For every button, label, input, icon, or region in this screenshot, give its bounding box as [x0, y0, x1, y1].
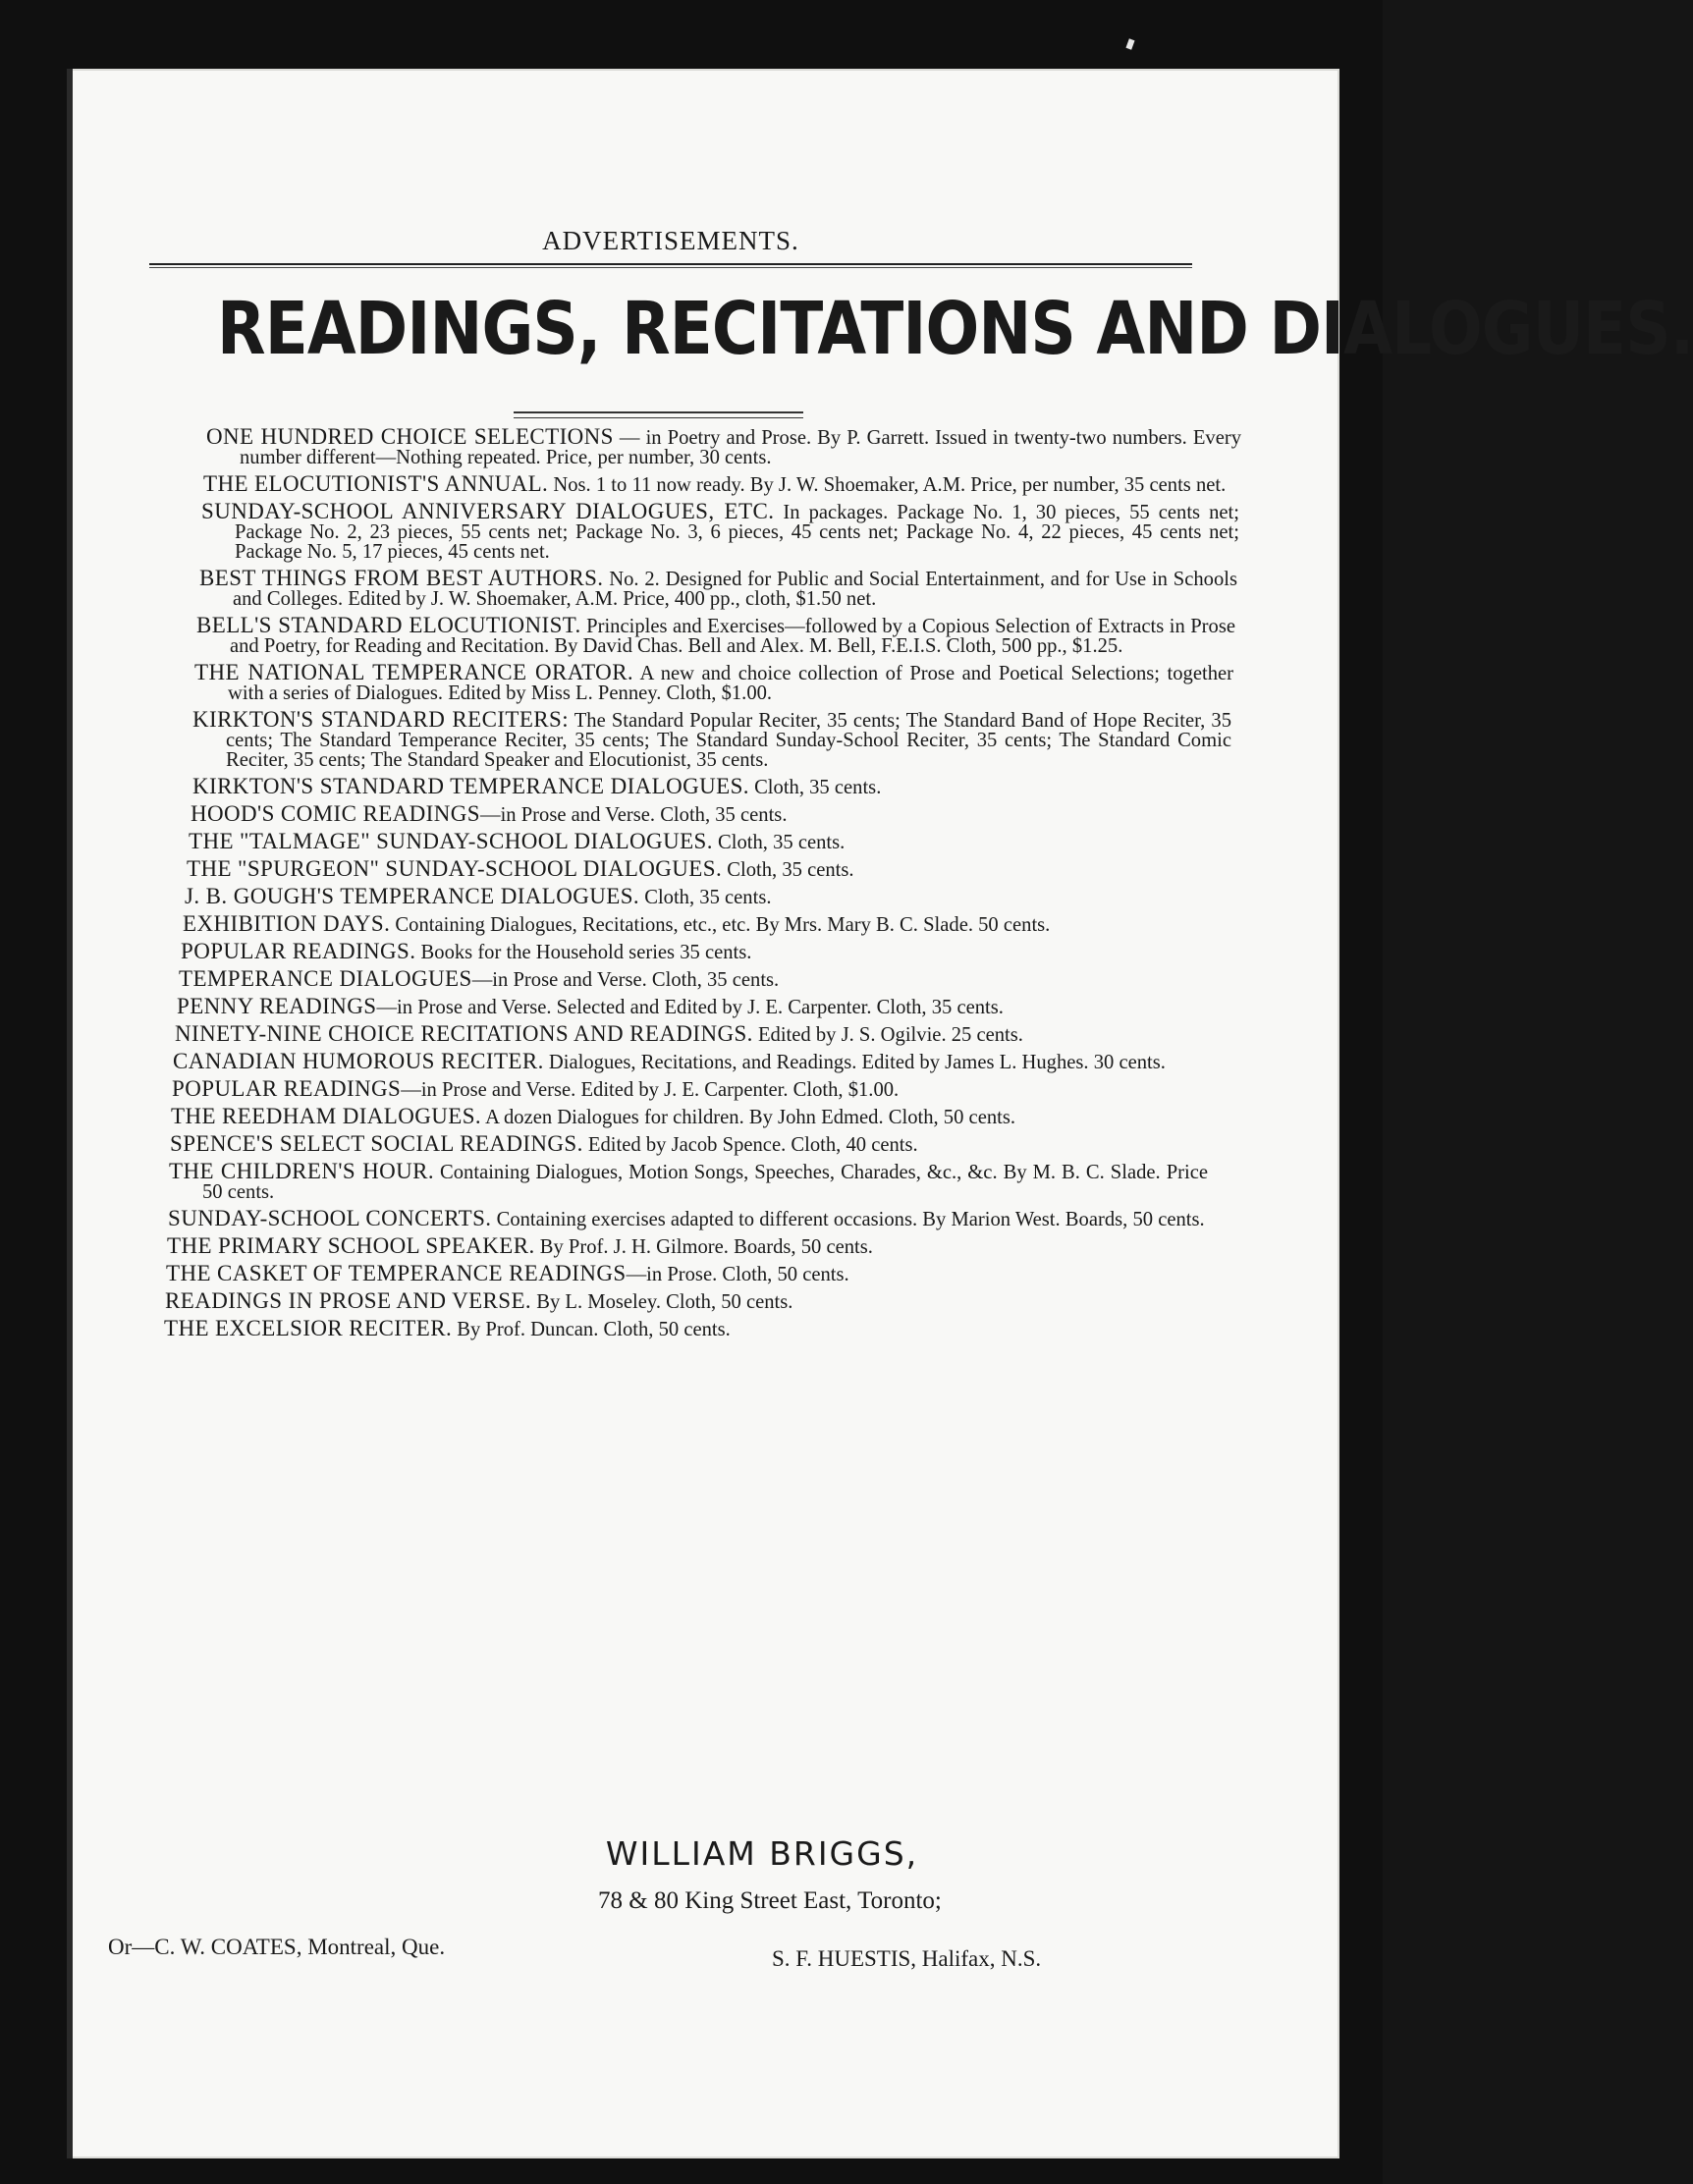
publisher-name: WILLIAM BRIGGS, — [605, 1834, 919, 1873]
entry-description: No. 2. Designed for Public and Social Entertainment, and for Use in Schools and Colleges. Edited by J. W. Shoemaker, A.M. Price, 400 pp., cloth, $1.50 net. — [233, 569, 1238, 610]
entry-description: Cloth, 35 cents. — [748, 777, 882, 798]
publisher-address: 78 & 80 King Street East, Toronto; — [598, 1887, 942, 1914]
advertisement-page — [67, 69, 1693, 2158]
entry-description: Containing exercises adapted to different occasions. By Marion West. Boards, 50 cents. — [491, 1209, 1205, 1230]
entry-description: By L. Moseley. Cloth, 50 cents. — [531, 1291, 793, 1313]
title-rule-thin — [514, 417, 803, 418]
list-item — [173, 1049, 1212, 1073]
list-item — [166, 1261, 1205, 1285]
entry-title: NINETY-NINE CHOICE RECITATIONS AND READINGS. — [175, 1021, 753, 1046]
entry-description: Cloth, 35 cents. — [722, 859, 854, 881]
entry-description: Cloth, 35 cents. — [712, 832, 846, 853]
entry-title: THE "SPURGEON" SUNDAY-SCHOOL DIALOGUES. — [187, 856, 723, 881]
list-item — [169, 1159, 1209, 1203]
entry-description: Nos. 1 to 11 now ready. By J. W. Shoemaker, A.M. Price, per number, 35 cents net. — [548, 474, 1227, 496]
entry-title: THE "TALMAGE" SUNDAY-SCHOOL DIALOGUES. — [189, 829, 713, 853]
list-item — [168, 1206, 1207, 1230]
entry-description: By Prof. J. H. Gilmore. Boards, 50 cents. — [534, 1236, 873, 1258]
header-rule-thin — [149, 267, 1192, 268]
entry-description: The Standard Popular Reciter, 35 cents; The Standard Band of Hope Reciter, 35 cents; The Standard Temperance Reciter, 35 cents; The Standard Sunday-School Reciter, 35 cents; The Standard Comic Reciter, 35 cents; The Standard Speaker and Elocutionist, 35 cents. — [226, 710, 1231, 771]
entry-description: Edited by Jacob Spence. Cloth, 40 cents. — [582, 1134, 918, 1156]
list-item — [179, 966, 1218, 991]
page-title: READINGS, RECITATIONS AND DIALOGUES. — [217, 287, 1693, 371]
list-item — [170, 1131, 1209, 1156]
running-header: ADVERTISEMENTS. — [542, 226, 799, 255]
entry-title: THE NATIONAL TEMPERANCE ORATOR. — [194, 660, 634, 684]
entry-title: KIRKTON'S STANDARD TEMPERANCE DIALOGUES. — [192, 774, 749, 798]
list-item — [189, 829, 1228, 853]
title-rule — [514, 411, 803, 413]
entry-description: In packages. Package No. 1, 30 pieces, 55 cents net; Package No. 2, 23 pieces, 55 cents net; Package No. 3, 6 pieces, 45 cents net; Package No. 4, 22 pieces, 45 cents net; Package No. 5, 17 pieces, 45 cents net. — [235, 502, 1239, 563]
list-item — [164, 1316, 1203, 1340]
entry-title: THE CHILDREN'S HOUR. — [169, 1159, 435, 1183]
entry-title: SUNDAY-SCHOOL CONCERTS. — [168, 1206, 492, 1230]
list-item — [203, 471, 1241, 496]
entry-description: Cloth, 35 cents. — [639, 887, 772, 908]
entry-description: By Prof. Duncan. Cloth, 50 cents. — [452, 1319, 731, 1340]
entry-title: HOOD'S COMIC READINGS — [191, 801, 480, 826]
entry-title: PENNY READINGS — [177, 994, 377, 1018]
entry-title: KIRKTON'S STANDARD RECITERS: — [192, 707, 569, 732]
entry-description: Containing Dialogues, Recitations, etc., etc. By Mrs. Mary B. C. Slade. 50 cents. — [390, 914, 1051, 936]
agent-halifax: S. F. HUESTIS, Halifax, N.S. — [772, 1946, 1042, 1971]
entry-description: —in Prose and Verse. Cloth, 35 cents. — [479, 804, 788, 826]
entry-description: Books for the Household series 35 cents. — [415, 942, 752, 963]
list-item — [183, 911, 1222, 936]
list-item — [206, 424, 1241, 468]
list-item — [185, 884, 1224, 908]
entry-title: BEST THINGS FROM BEST AUTHORS. — [199, 566, 604, 590]
entry-description: —in Prose and Verse. Edited by J. E. Carpenter. Cloth, $1.00. — [401, 1079, 900, 1101]
list-item — [177, 994, 1216, 1018]
entry-title: POPULAR READINGS. — [181, 939, 416, 963]
list-item — [181, 939, 1220, 963]
entry-title: BELL'S STANDARD ELOCUTIONIST. — [196, 613, 581, 637]
entry-description: A dozen Dialogues for children. By John Edmed. Cloth, 50 cents. — [481, 1107, 1016, 1128]
entry-description: Dialogues, Recitations, and Readings. Edited by James L. Hughes. 30 cents. — [543, 1052, 1166, 1073]
entry-title: J. B. GOUGH'S TEMPERANCE DIALOGUES. — [185, 884, 640, 908]
list-item — [192, 707, 1231, 771]
entry-title: THE REEDHAM DIALOGUES. — [171, 1104, 482, 1128]
entry-description: —in Prose and Verse. Cloth, 35 cents. — [471, 969, 780, 991]
list-item — [167, 1233, 1206, 1258]
entry-description: — in Poetry and Prose. By P. Garrett. Issued in twenty-two numbers. Every number different—Nothing repeated. Price, per number, 30 cents. — [240, 427, 1241, 468]
entry-description: Containing Dialogues, Motion Songs, Speeches, Charades, &c., &c. By M. B. C. Slade. Price 50 cents. — [202, 1162, 1209, 1203]
entry-description: —in Prose. Cloth, 50 cents. — [626, 1264, 849, 1285]
list-item — [196, 613, 1235, 657]
book-list — [67, 424, 1339, 1346]
entry-title: THE PRIMARY SCHOOL SPEAKER. — [167, 1233, 535, 1258]
entry-description: —in Prose and Verse. Selected and Edited by J. E. Carpenter. Cloth, 35 cents. — [376, 997, 1004, 1018]
entry-title: EXHIBITION DAYS. — [183, 911, 391, 936]
entry-description: Principles and Exercises—followed by a Copious Selection of Extracts in Prose and Poetry, for Reading and Recitation. By David Chas. Bell and Alex. M. Bell, F.E.I.S. Cloth, 500 pp., $1.25. — [230, 616, 1235, 657]
list-item — [192, 774, 1231, 798]
header-rule — [149, 263, 1192, 265]
list-item — [187, 856, 1226, 881]
list-item — [199, 566, 1238, 610]
entry-title: THE ELOCUTIONIST'S ANNUAL. — [203, 471, 549, 496]
list-item — [194, 660, 1233, 704]
list-item — [172, 1076, 1211, 1101]
list-item — [191, 801, 1229, 826]
entry-title: THE CASKET OF TEMPERANCE READINGS — [166, 1261, 627, 1285]
entry-title: SPENCE'S SELECT SOCIAL READINGS. — [170, 1131, 583, 1156]
entry-title: READINGS IN PROSE AND VERSE. — [165, 1288, 532, 1313]
entry-title: THE EXCELSIOR RECITER. — [164, 1316, 453, 1340]
entry-title: ONE HUNDRED CHOICE SELECTIONS — [206, 424, 614, 449]
agent-montreal: Or—C. W. COATES, Montreal, Que. — [108, 1935, 446, 1959]
list-item — [165, 1288, 1204, 1313]
entry-title: TEMPERANCE DIALOGUES — [179, 966, 472, 991]
list-item — [201, 499, 1239, 563]
entry-title: SUNDAY-SCHOOL ANNIVERSARY DIALOGUES, ETC. — [201, 499, 775, 523]
list-item — [175, 1021, 1214, 1046]
entry-title: CANADIAN HUMOROUS RECITER. — [173, 1049, 544, 1073]
entry-description: Edited by J. S. Ogilvie. 25 cents. — [752, 1024, 1023, 1046]
list-item — [171, 1104, 1210, 1128]
entry-title: POPULAR READINGS — [172, 1076, 402, 1101]
entry-description: A new and choice collection of Prose and Poetical Selections; together with a series of Dialogues. Edited by Miss L. Penney. Cloth, $1.00. — [228, 663, 1233, 704]
